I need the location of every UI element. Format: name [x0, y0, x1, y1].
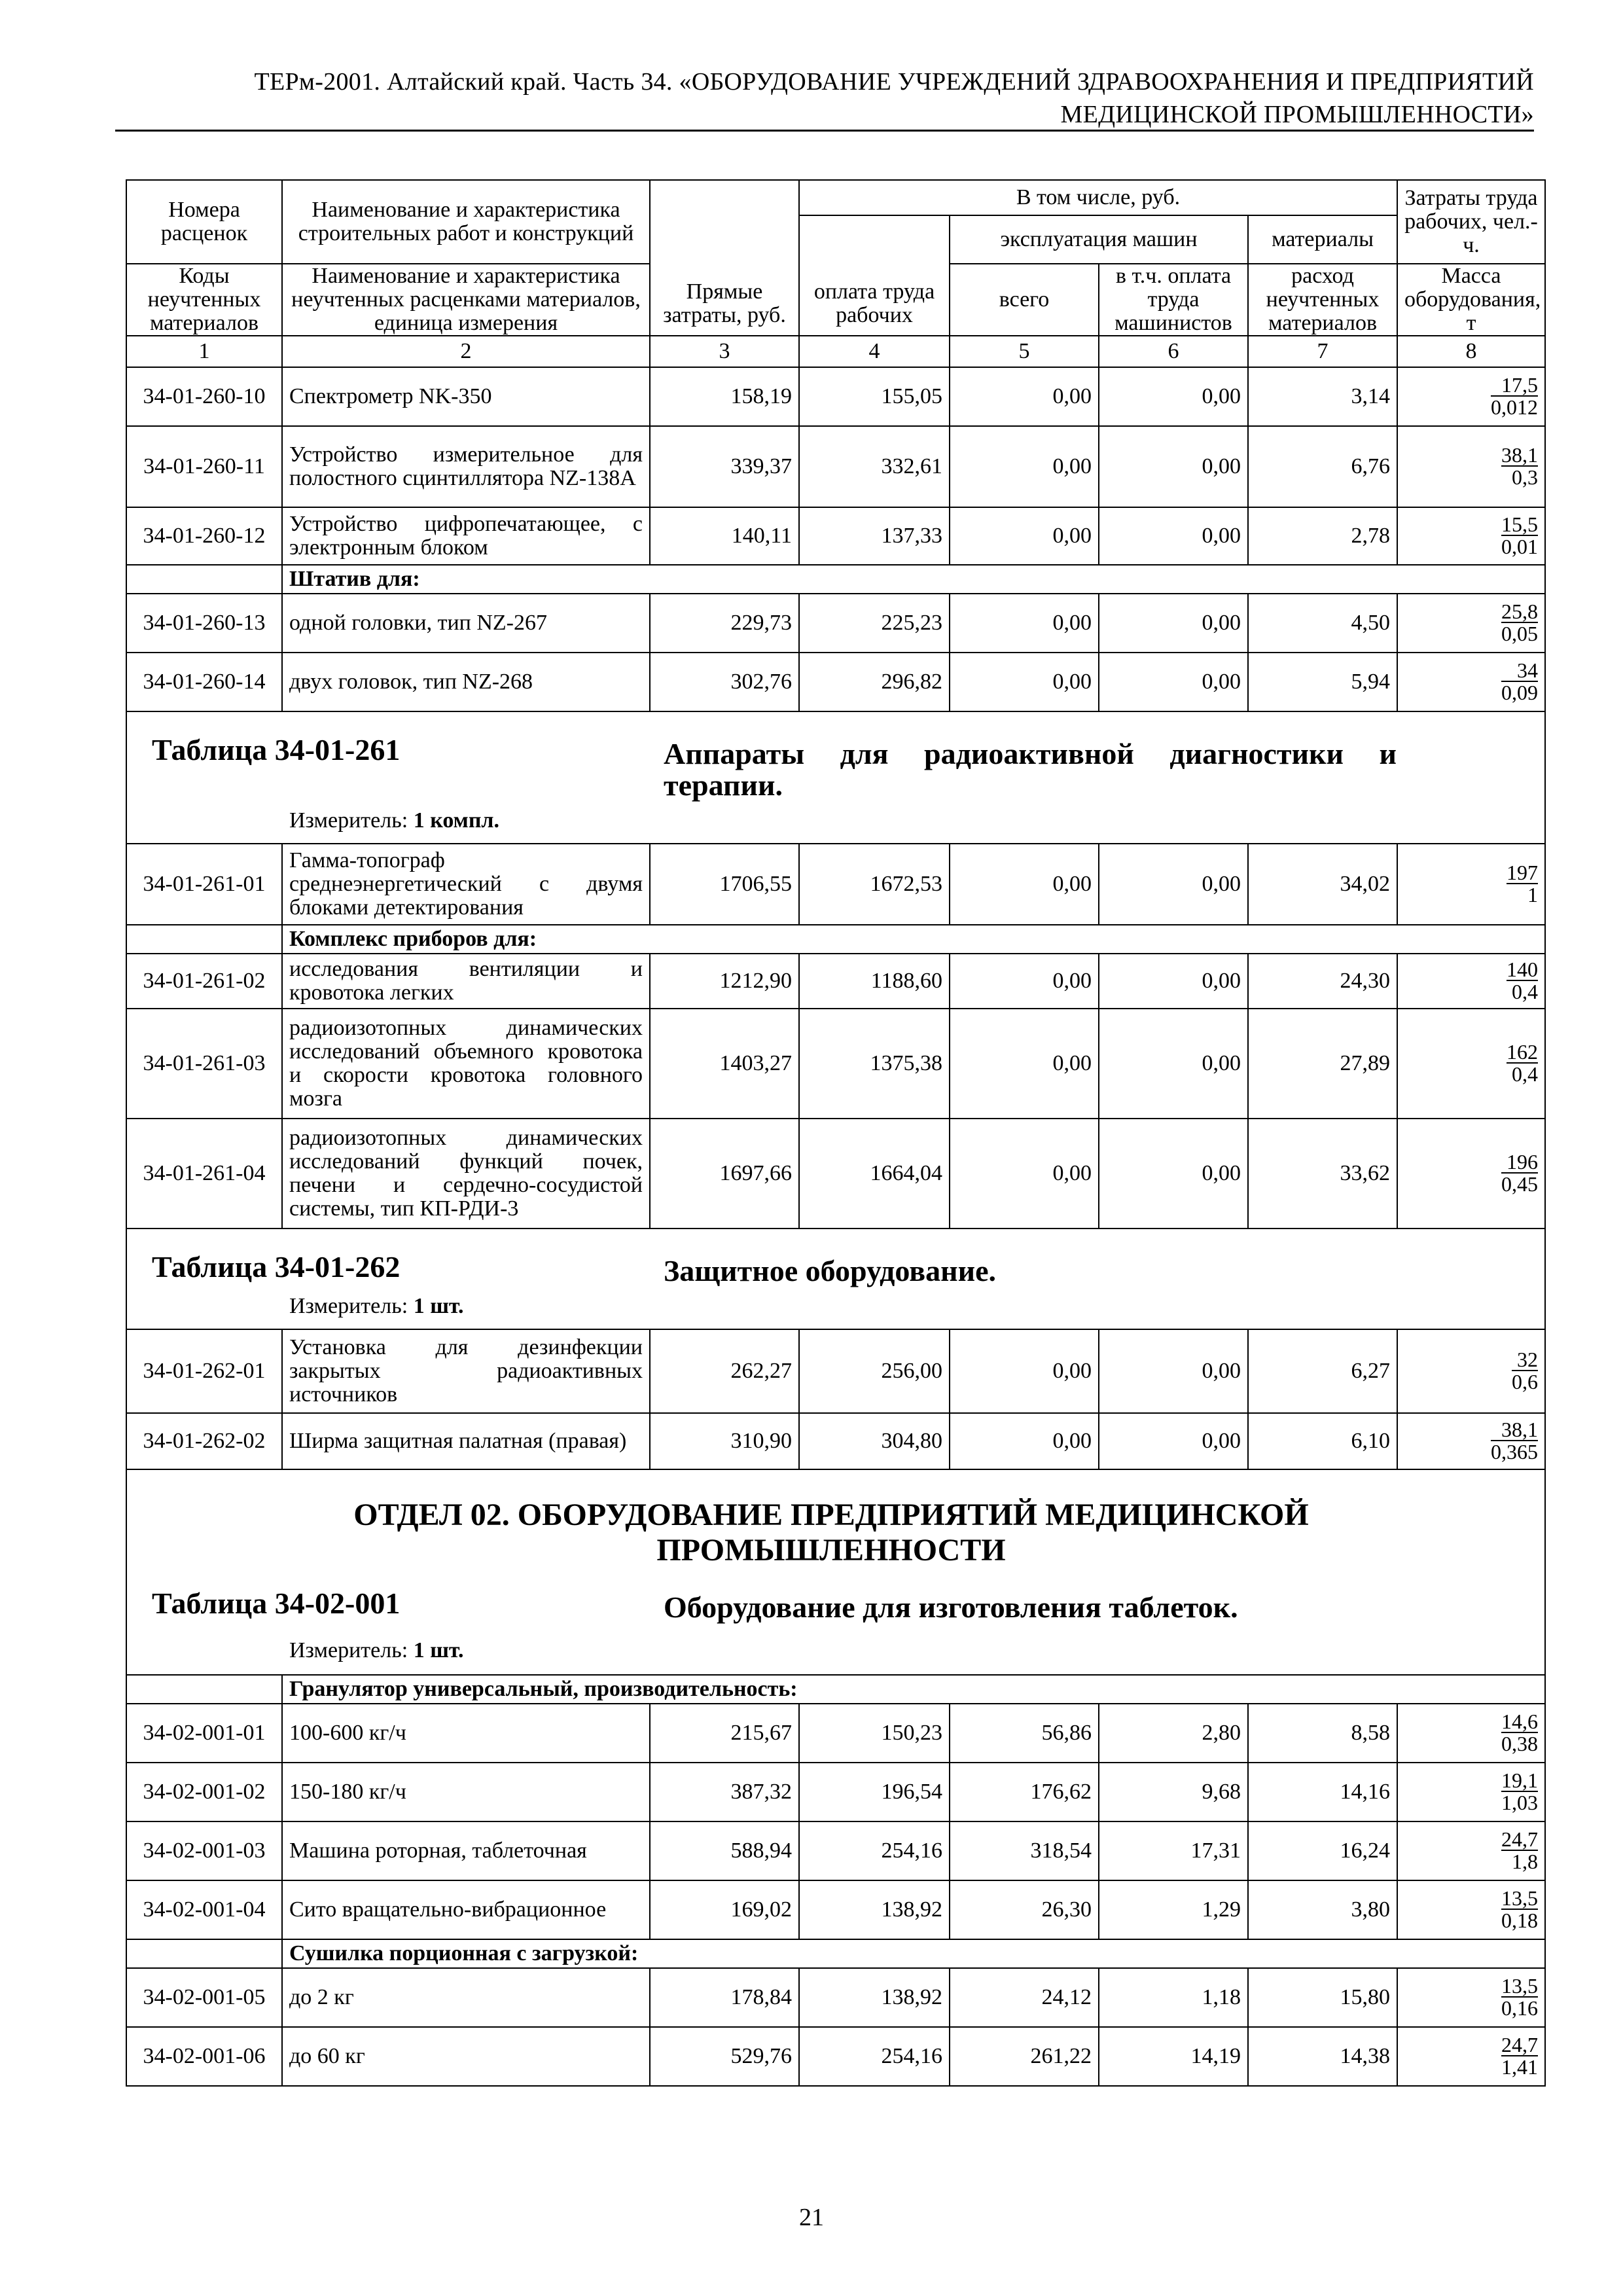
value-labor: 155,05 — [799, 367, 950, 426]
labor-mass-fraction — [1507, 959, 1538, 1002]
value-mat: 33,62 — [1248, 1119, 1397, 1229]
table-row — [126, 1704, 1545, 1763]
table-261-heading — [126, 711, 1545, 844]
rate-code: 34-02-001-05 — [126, 1968, 282, 2027]
labor-mass-cell — [1397, 1880, 1545, 1939]
value-direct: 262,27 — [650, 1329, 799, 1413]
rate-name: Машина роторная, таблеточная — [282, 1821, 650, 1880]
table-caption: Аппараты для радиоактивной диагностики и терапии. — [664, 737, 1397, 802]
value-direct: 140,11 — [650, 507, 799, 565]
value-direct: 387,32 — [650, 1763, 799, 1821]
table-row — [126, 1968, 1545, 2027]
value-mach-labor: 0,00 — [1099, 367, 1248, 426]
value-mach-labor: 14,19 — [1099, 2027, 1248, 2086]
equipment-mass: 0,6 — [1512, 1369, 1538, 1393]
section-02-heading — [126, 1469, 1545, 1675]
group-row — [126, 565, 1545, 594]
value-mach: 261,22 — [950, 2027, 1099, 2086]
table-title: Таблица 34-01-262 — [152, 1250, 401, 1283]
value-mat: 5,94 — [1248, 653, 1397, 711]
table-row — [126, 1821, 1545, 1880]
column-number: 7 — [1248, 336, 1397, 367]
rate-code: 34-01-261-02 — [126, 954, 282, 1009]
estimate-table — [126, 179, 1546, 2087]
labor-mass-fraction — [1501, 1829, 1538, 1872]
value-mach-labor: 0,00 — [1099, 1009, 1248, 1119]
value-mat: 24,30 — [1248, 954, 1397, 1009]
value-mach: 0,00 — [950, 594, 1099, 653]
group-row — [126, 1939, 1545, 1968]
labor-hours: 14,6 — [1501, 1709, 1538, 1733]
labor-mass-fraction — [1501, 444, 1538, 488]
labor-hours: 38,1 — [1491, 1419, 1538, 1441]
labor-mass-fraction — [1501, 1888, 1538, 1931]
table-row — [126, 1119, 1545, 1229]
value-labor: 1664,04 — [799, 1119, 950, 1229]
value-mat: 6,27 — [1248, 1329, 1397, 1413]
value-labor: 254,16 — [799, 1821, 950, 1880]
labor-hours: 140 — [1507, 957, 1538, 981]
table-row — [126, 2027, 1545, 2086]
labor-hours: 13,5 — [1501, 1973, 1538, 1998]
equipment-mass: 0,05 — [1501, 621, 1538, 645]
col-materials-bottom-header: расход неучтенных материалов — [1248, 264, 1397, 336]
value-mat: 14,38 — [1248, 2027, 1397, 2086]
column-number: 1 — [126, 336, 282, 367]
value-labor: 1375,38 — [799, 1009, 950, 1119]
labor-mass-cell — [1397, 1329, 1545, 1413]
value-mach-labor: 0,00 — [1099, 426, 1248, 507]
rate-code: 34-01-261-03 — [126, 1009, 282, 1119]
table-row — [126, 367, 1545, 426]
col-materials-header: материалы — [1248, 215, 1397, 264]
equipment-mass: 0,45 — [1501, 1172, 1538, 1196]
col-machines-labor-header: в т.ч. оплата труда машинистов — [1099, 264, 1248, 336]
value-direct: 229,73 — [650, 594, 799, 653]
rate-code: 34-01-260-12 — [126, 507, 282, 565]
rate-code: 34-01-261-04 — [126, 1119, 282, 1229]
rate-code: 34-02-001-06 — [126, 2027, 282, 2086]
value-labor: 150,23 — [799, 1704, 950, 1763]
page-number: 21 — [799, 2204, 824, 2231]
labor-mass-cell — [1397, 1009, 1545, 1119]
table-row — [126, 844, 1545, 925]
rate-code: 34-02-001-02 — [126, 1763, 282, 1821]
rate-code: 34-01-262-02 — [126, 1413, 282, 1469]
unit-label: Измеритель: — [289, 808, 408, 833]
rate-name: Ширма защитная палатная (правая) — [282, 1413, 650, 1469]
labor-mass-cell — [1397, 1763, 1545, 1821]
value-labor: 256,00 — [799, 1329, 950, 1413]
col-code-bottom-header: Коды неучтенных материалов — [126, 264, 282, 336]
unit-value: 1 компл. — [413, 808, 500, 833]
col-name-bottom-header: Наименование и характеристика неучтенных расценками материалов, единица измерения — [282, 264, 650, 336]
equipment-mass: 0,38 — [1501, 1731, 1538, 1755]
labor-mass-fraction — [1501, 601, 1538, 644]
value-mach-labor: 0,00 — [1099, 844, 1248, 925]
value-labor: 1672,53 — [799, 844, 950, 925]
table-row — [126, 594, 1545, 653]
value-mach-labor: 0,00 — [1099, 954, 1248, 1009]
table-unit — [289, 1295, 464, 1318]
column-number: 2 — [282, 336, 650, 367]
value-mach: 0,00 — [950, 1009, 1099, 1119]
value-mat: 2,78 — [1248, 507, 1397, 565]
value-mach-labor: 0,00 — [1099, 653, 1248, 711]
value-mat: 16,24 — [1248, 1821, 1397, 1880]
labor-hours: 19,1 — [1501, 1768, 1538, 1792]
value-labor: 254,16 — [799, 2027, 950, 2086]
labor-hours: 25,8 — [1501, 599, 1538, 623]
value-mach-labor: 2,80 — [1099, 1704, 1248, 1763]
table-caption: Оборудование для изготовления таблеток. — [664, 1590, 1238, 1624]
column-number: 8 — [1397, 336, 1545, 367]
equipment-mass: 0,012 — [1491, 395, 1538, 419]
equipment-mass: 0,365 — [1491, 1439, 1538, 1463]
labor-mass-fraction — [1501, 1711, 1538, 1754]
value-mat: 27,89 — [1248, 1009, 1397, 1119]
labor-mass-cell — [1397, 426, 1545, 507]
rate-name: Устройство цифропечатающее, с электронным блоком — [282, 507, 650, 565]
value-mach: 56,86 — [950, 1704, 1099, 1763]
table-row — [126, 954, 1545, 1009]
value-labor: 138,92 — [799, 1968, 950, 2027]
value-mach: 318,54 — [950, 1821, 1099, 1880]
value-mach-labor: 17,31 — [1099, 1821, 1248, 1880]
value-mach: 0,00 — [950, 844, 1099, 925]
col-code-header: Номера расценок — [126, 180, 282, 264]
value-mach-labor: 0,00 — [1099, 594, 1248, 653]
rate-name: Гамма-топограф среднеэнергетический с двумя блоками детектирования — [282, 844, 650, 925]
value-mach: 0,00 — [950, 1413, 1099, 1469]
value-mach: 0,00 — [950, 1119, 1099, 1229]
table-row — [126, 1763, 1545, 1821]
rate-code: 34-01-260-13 — [126, 594, 282, 653]
value-direct: 1697,66 — [650, 1119, 799, 1229]
rate-name: исследования вентиляции и кровотока легких — [282, 954, 650, 1009]
equipment-mass: 0,18 — [1501, 1908, 1538, 1932]
labor-mass-cell — [1397, 1968, 1545, 2027]
equipment-mass: 0,4 — [1512, 1062, 1538, 1086]
equipment-mass: 0,09 — [1501, 680, 1538, 704]
rate-code: 34-02-001-01 — [126, 1704, 282, 1763]
value-mach-labor: 0,00 — [1099, 1413, 1248, 1469]
col-direct-header: Прямые затраты, руб. — [650, 180, 799, 336]
col-workers-header: Затраты труда рабочих, чел.-ч. — [1397, 180, 1545, 264]
value-mach: 0,00 — [950, 426, 1099, 507]
value-mat: 15,80 — [1248, 1968, 1397, 2027]
value-mat: 34,02 — [1248, 844, 1397, 925]
rate-name: 100-600 кг/ч — [282, 1704, 650, 1763]
rate-code: 34-02-001-04 — [126, 1880, 282, 1939]
labor-mass-cell — [1397, 1119, 1545, 1229]
unit-label: Измеритель: — [289, 1638, 408, 1662]
value-mach: 26,30 — [950, 1880, 1099, 1939]
table-title: Таблица 34-02-001 — [152, 1587, 401, 1620]
section-title — [134, 1498, 1529, 1568]
column-number: 5 — [950, 336, 1099, 367]
running-header-line2: МЕДИЦИНСКОЙ ПРОМЫШЛЕННОСТИ» — [1060, 101, 1534, 128]
labor-mass-cell — [1397, 954, 1545, 1009]
value-mach: 24,12 — [950, 1968, 1099, 2027]
value-mach: 0,00 — [950, 653, 1099, 711]
group-label: Гранулятор универсальный, производительность: — [282, 1675, 1545, 1704]
value-mach: 176,62 — [950, 1763, 1099, 1821]
labor-mass-fraction — [1491, 1419, 1538, 1462]
table-title: Таблица 34-01-261 — [152, 733, 401, 766]
labor-mass-fraction — [1501, 2034, 1538, 2077]
table-row — [126, 1413, 1545, 1469]
rate-name: двух головок, тип NZ-268 — [282, 653, 650, 711]
rate-name: Установка для дезинфекции закрытых радиоактивных источников — [282, 1329, 650, 1413]
labor-hours: 24,7 — [1501, 1827, 1538, 1851]
value-direct: 178,84 — [650, 1968, 799, 2027]
equipment-mass: 0,4 — [1512, 979, 1538, 1003]
value-direct: 215,67 — [650, 1704, 799, 1763]
unit-value: 1 шт. — [413, 1638, 464, 1662]
labor-mass-cell — [1397, 367, 1545, 426]
rate-code: 34-01-260-11 — [126, 426, 282, 507]
labor-mass-fraction — [1501, 660, 1538, 703]
value-labor: 137,33 — [799, 507, 950, 565]
labor-mass-fraction — [1512, 1349, 1538, 1392]
table-row — [126, 426, 1545, 507]
rate-name: радиоизотопных динамических исследований объемного кровотока и скорости кровотока головного мозга — [282, 1009, 650, 1119]
equipment-mass: 0,3 — [1512, 465, 1538, 489]
labor-hours: 15,5 — [1501, 512, 1538, 536]
labor-mass-cell — [1397, 594, 1545, 653]
value-labor: 296,82 — [799, 653, 950, 711]
labor-mass-fraction — [1501, 514, 1538, 557]
column-number: 6 — [1099, 336, 1248, 367]
labor-hours: 197 — [1507, 860, 1538, 884]
table-row — [126, 1880, 1545, 1939]
table-row — [126, 1329, 1545, 1413]
value-mach-labor: 1,18 — [1099, 1968, 1248, 2027]
rate-code: 34-02-001-03 — [126, 1821, 282, 1880]
header-rule — [115, 130, 1534, 132]
value-direct: 1706,55 — [650, 844, 799, 925]
equipment-mass: 1 — [1527, 882, 1538, 906]
labor-mass-cell — [1397, 1821, 1545, 1880]
labor-hours: 34 — [1501, 660, 1538, 682]
labor-mass-cell — [1397, 653, 1545, 711]
value-mat: 3,14 — [1248, 367, 1397, 426]
labor-mass-cell — [1397, 1704, 1545, 1763]
value-mach: 0,00 — [950, 367, 1099, 426]
rate-code: 34-01-262-01 — [126, 1329, 282, 1413]
value-labor: 225,23 — [799, 594, 950, 653]
group-label: Сушилка порционная с загрузкой: — [282, 1939, 1545, 1968]
equipment-mass: 1,03 — [1501, 1790, 1538, 1814]
labor-hours: 32 — [1512, 1349, 1538, 1371]
col-machines-total-header: всего — [950, 264, 1099, 336]
labor-mass-fraction — [1491, 374, 1538, 418]
labor-hours: 13,5 — [1501, 1886, 1538, 1910]
value-direct: 588,94 — [650, 1821, 799, 1880]
value-mat: 6,76 — [1248, 426, 1397, 507]
rate-name: до 2 кг — [282, 1968, 650, 2027]
value-mat: 8,58 — [1248, 1704, 1397, 1763]
labor-hours: 24,7 — [1501, 2032, 1538, 2056]
labor-mass-cell — [1397, 1413, 1545, 1469]
rate-name: Сито вращательно-вибрационное — [282, 1880, 650, 1939]
rate-name: до 60 кг — [282, 2027, 650, 2086]
value-labor: 1188,60 — [799, 954, 950, 1009]
value-labor: 304,80 — [799, 1413, 950, 1469]
value-labor: 332,61 — [799, 426, 950, 507]
col-incl-header: В том числе, руб. — [799, 180, 1397, 215]
rate-code: 34-01-260-14 — [126, 653, 282, 711]
value-mach: 0,00 — [950, 1329, 1099, 1413]
equipment-mass: 1,8 — [1512, 1849, 1538, 1873]
equipment-mass: 1,41 — [1501, 2054, 1538, 2079]
value-mat: 4,50 — [1248, 594, 1397, 653]
group-label: Штатив для: — [282, 565, 1545, 594]
labor-mass-fraction — [1501, 1770, 1538, 1813]
table-row — [126, 507, 1545, 565]
group-label: Комплекс приборов для: — [282, 925, 1545, 954]
value-labor: 196,54 — [799, 1763, 950, 1821]
value-mach-labor: 0,00 — [1099, 507, 1248, 565]
rate-code: 34-01-260-10 — [126, 367, 282, 426]
rate-name: Спектрометр NK-350 — [282, 367, 650, 426]
value-direct: 158,19 — [650, 367, 799, 426]
value-direct: 169,02 — [650, 1880, 799, 1939]
unit-value: 1 шт. — [413, 1294, 464, 1318]
labor-mass-fraction — [1507, 1041, 1538, 1085]
value-mach: 0,00 — [950, 954, 1099, 1009]
value-mat: 6,10 — [1248, 1413, 1397, 1469]
col-name-header: Наименование и характеристика строительных работ и конструкций — [282, 180, 650, 264]
section-title-line2: ПРОМЫШЛЕННОСТИ — [656, 1533, 1006, 1568]
col-mass-header: Масса оборудования, т — [1397, 264, 1545, 336]
value-direct: 1212,90 — [650, 954, 799, 1009]
value-direct: 1403,27 — [650, 1009, 799, 1119]
labor-hours: 196 — [1501, 1151, 1538, 1174]
equipment-mass: 0,01 — [1501, 534, 1538, 558]
rate-name: одной головки, тип NZ-267 — [282, 594, 650, 653]
labor-mass-fraction — [1507, 862, 1538, 905]
table-unit — [289, 1639, 464, 1662]
table-row — [126, 1009, 1545, 1119]
value-mach-labor: 0,00 — [1099, 1119, 1248, 1229]
table-unit — [289, 809, 499, 833]
value-mach-labor: 0,00 — [1099, 1329, 1248, 1413]
labor-mass-fraction — [1501, 1151, 1538, 1194]
rate-name: 150-180 кг/ч — [282, 1763, 650, 1821]
table-caption: Защитное оборудование. — [664, 1254, 996, 1287]
group-row — [126, 925, 1545, 954]
labor-hours: 17,5 — [1491, 374, 1538, 397]
value-direct: 310,90 — [650, 1413, 799, 1469]
labor-mass-cell — [1397, 507, 1545, 565]
labor-hours: 162 — [1507, 1039, 1538, 1064]
group-row — [126, 1675, 1545, 1704]
running-header — [115, 65, 1534, 131]
labor-mass-cell — [1397, 844, 1545, 925]
section-title-line1: ОТДЕЛ 02. ОБОРУДОВАНИЕ ПРЕДПРИЯТИЙ МЕДИЦИНСКОЙ — [353, 1498, 1309, 1532]
value-mach: 0,00 — [950, 507, 1099, 565]
column-number: 4 — [799, 336, 950, 367]
col-machines-header: эксплуатация машин — [950, 215, 1248, 264]
value-direct: 339,37 — [650, 426, 799, 507]
value-mat: 14,16 — [1248, 1763, 1397, 1821]
labor-mass-cell — [1397, 2027, 1545, 2086]
table-262-heading — [126, 1229, 1545, 1329]
value-direct: 529,76 — [650, 2027, 799, 2086]
value-labor: 138,92 — [799, 1880, 950, 1939]
rate-name: Устройство измерительное для полостного сцинтиллятора NZ-138А — [282, 426, 650, 507]
table-row — [126, 653, 1545, 711]
col-labor-header: оплата труда рабочих — [799, 215, 950, 336]
value-mach-labor: 9,68 — [1099, 1763, 1248, 1821]
labor-hours: 38,1 — [1501, 442, 1538, 467]
column-number: 3 — [650, 336, 799, 367]
rate-code: 34-01-261-01 — [126, 844, 282, 925]
rate-name: радиоизотопных динамических исследований функций почек, печени и сердечно-сосудистой системы, тип КП-РДИ-3 — [282, 1119, 650, 1229]
labor-mass-fraction — [1501, 1975, 1538, 2018]
unit-label: Измеритель: — [289, 1294, 408, 1318]
value-mat: 3,80 — [1248, 1880, 1397, 1939]
column-numbers-row — [126, 336, 1545, 367]
value-mach-labor: 1,29 — [1099, 1880, 1248, 1939]
equipment-mass: 0,16 — [1501, 1996, 1538, 2020]
running-header-line1: ТЕРм-2001. Алтайский край. Часть 34. «ОБОРУДОВАНИЕ УЧРЕЖДЕНИЙ ЗДРАВООХРАНЕНИЯ И ПРЕДПРИЯТИЙ — [254, 68, 1534, 96]
value-direct: 302,76 — [650, 653, 799, 711]
